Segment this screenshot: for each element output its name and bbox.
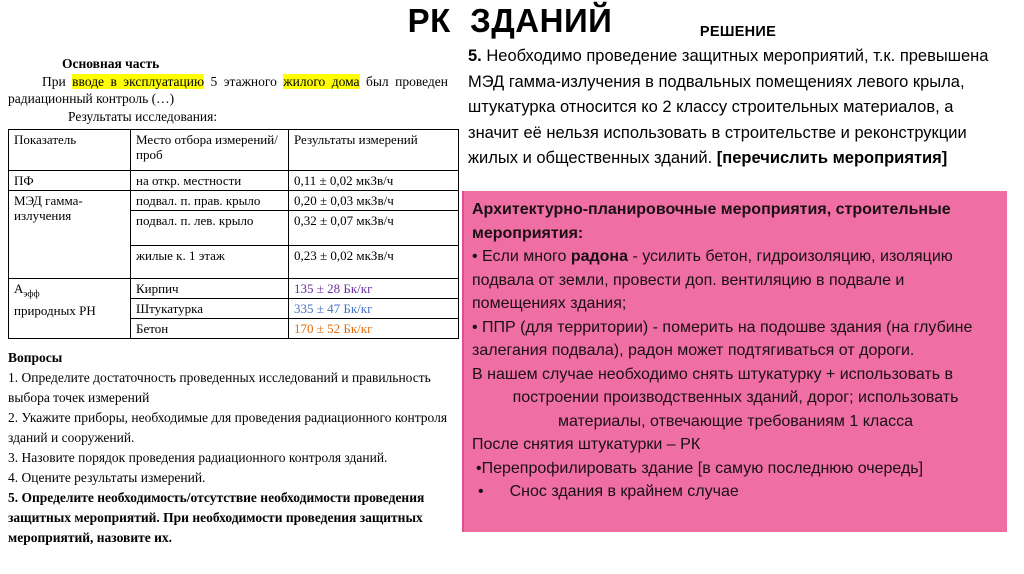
left-column: [8, 56, 460, 339]
header-place: Место отбора измерений/проб: [131, 130, 289, 171]
aeff-base: А: [14, 281, 24, 296]
cell-place: Бетон: [131, 319, 289, 339]
pink-case-line-2: построении производственных зданий, дорог; использовать: [512, 389, 959, 406]
pink-case-line-1: В нашем случае необходимо снять штукатурку + использовать в: [472, 365, 954, 383]
measures-pink-box: [462, 191, 1007, 532]
question-item-5: 5. Определите необходимость/отсутствие необходимости проведения защитных мероприятий. При необходимости проведения защитных мероприятий, назовите их.: [8, 490, 425, 545]
bullet-radon-post: - усилить бетон, гидроизоляцию, изоляцию подвала от земли, провести доп. вентиляцию в подвале и помещениях здания;: [472, 248, 953, 312]
cell-place: подвал. п. лев. крыло: [131, 211, 289, 246]
question-item-3: 3. Назовите порядок проведения радиационного контроля зданий.: [8, 450, 388, 465]
cell-place: Кирпич: [131, 279, 289, 299]
pink-case-line-3: материалы, отвечающие требованиям 1 класса: [557, 412, 914, 430]
bullet-marker: •: [478, 483, 484, 500]
cell-result: 0,11 ± 0,02 мкЗв/ч: [289, 171, 459, 191]
questions-title: Вопросы: [8, 350, 63, 365]
question-item-1: 1. Определите достаточность проведенных исследований и правильность выбора точек измерений: [8, 370, 431, 405]
cell-result: 0,20 ± 0,03 мкЗв/ч: [289, 191, 459, 211]
cell-place: подвал. п. прав. крыло: [131, 191, 289, 211]
cell-place: на откр. местности: [131, 171, 289, 191]
highlight-residential-house: жилого дома: [283, 74, 360, 89]
cell-indicator-aeff: [9, 279, 131, 339]
pink-bullet-ppr: • ППР (для территории) - померить на подошве здания (на глубине залегания подвала), радон может подтягиваться от дороги.: [472, 318, 973, 359]
cell-indicator-pf: ПФ: [9, 171, 131, 191]
table-row: [9, 279, 459, 299]
header-indicator: Показатель: [9, 130, 131, 171]
intro-paragraph: [8, 73, 460, 107]
bullet-demolition-text: Снос здания в крайнем случае: [509, 483, 739, 500]
question-item-2: 2. Укажите приборы, необходимые для проведения радиационного контроля зданий и сооружений.: [8, 410, 448, 445]
cell-place: Штукатурка: [131, 299, 289, 319]
solution-bracket-note: [перечислить мероприятия]: [716, 149, 948, 167]
cell-result: 135 ± 28 Бк/кг: [289, 279, 459, 299]
pink-box-title: Архитектурно-планировочные мероприятия, строительные мероприятия:: [472, 201, 951, 242]
aeff-line2: природных РН: [14, 302, 96, 318]
header-results: Результаты измерений: [289, 130, 459, 171]
measurements-table: [8, 129, 459, 339]
intro-prefix: При: [42, 74, 73, 89]
page-title: РК ЗДАНИЙ: [407, 2, 613, 39]
table-row: [9, 171, 459, 191]
cell-place: жилые к. 1 этаж: [131, 246, 289, 279]
cell-result: 0,23 ± 0,02 мкЗв/ч: [289, 246, 459, 279]
bullet-radon-keyword: радона: [570, 248, 628, 265]
cell-result: 0,32 ± 0,07 мкЗв/ч: [289, 211, 459, 246]
table-row: [9, 191, 459, 211]
solution-heading: РЕШЕНИЕ: [699, 24, 777, 40]
bullet-radon-pre: • Если много: [472, 248, 571, 265]
pink-bullet-repurpose: •Перепрофилировать здание [в самую последнюю очередь]: [476, 459, 924, 477]
solution-number: 5.: [468, 47, 482, 65]
questions-block: [8, 348, 460, 548]
table-header-row: [9, 130, 459, 171]
section-heading: Основная часть: [62, 56, 160, 71]
aeff-subscript: эфф: [23, 289, 40, 300]
solution-text: Необходимо проведение защитных мероприятий, т.к. превышена МЭД гамма-излучения в подвальных помещениях левого крыла, штукатурка относится ко 2 классу строительных материалов, а значит её нельзя использовать в строительстве и реконструкции жилых и общественных зданий.: [468, 47, 989, 167]
pink-after-removal: После снятия штукатурки – РК: [472, 436, 701, 453]
highlight-commissioning: вводе в эксплуатацию: [72, 74, 205, 89]
cell-result: 170 ± 52 Бк/кг: [289, 319, 459, 339]
intro-suffix: был проведен радиационный контроль (…): [8, 74, 449, 106]
results-label: Результаты исследования:: [68, 109, 218, 124]
pink-bullet-demolition: [472, 480, 999, 504]
question-item-4: 4. Оцените результаты измерений.: [8, 470, 206, 485]
intro-middle: 5 этажного: [204, 74, 284, 89]
pink-bullet-radon: [472, 245, 999, 316]
cell-indicator-med: МЭД гамма-излучения: [9, 191, 131, 279]
cell-result: 335 ± 47 Бк/кг: [289, 299, 459, 319]
solution-paragraph: [468, 44, 1008, 172]
